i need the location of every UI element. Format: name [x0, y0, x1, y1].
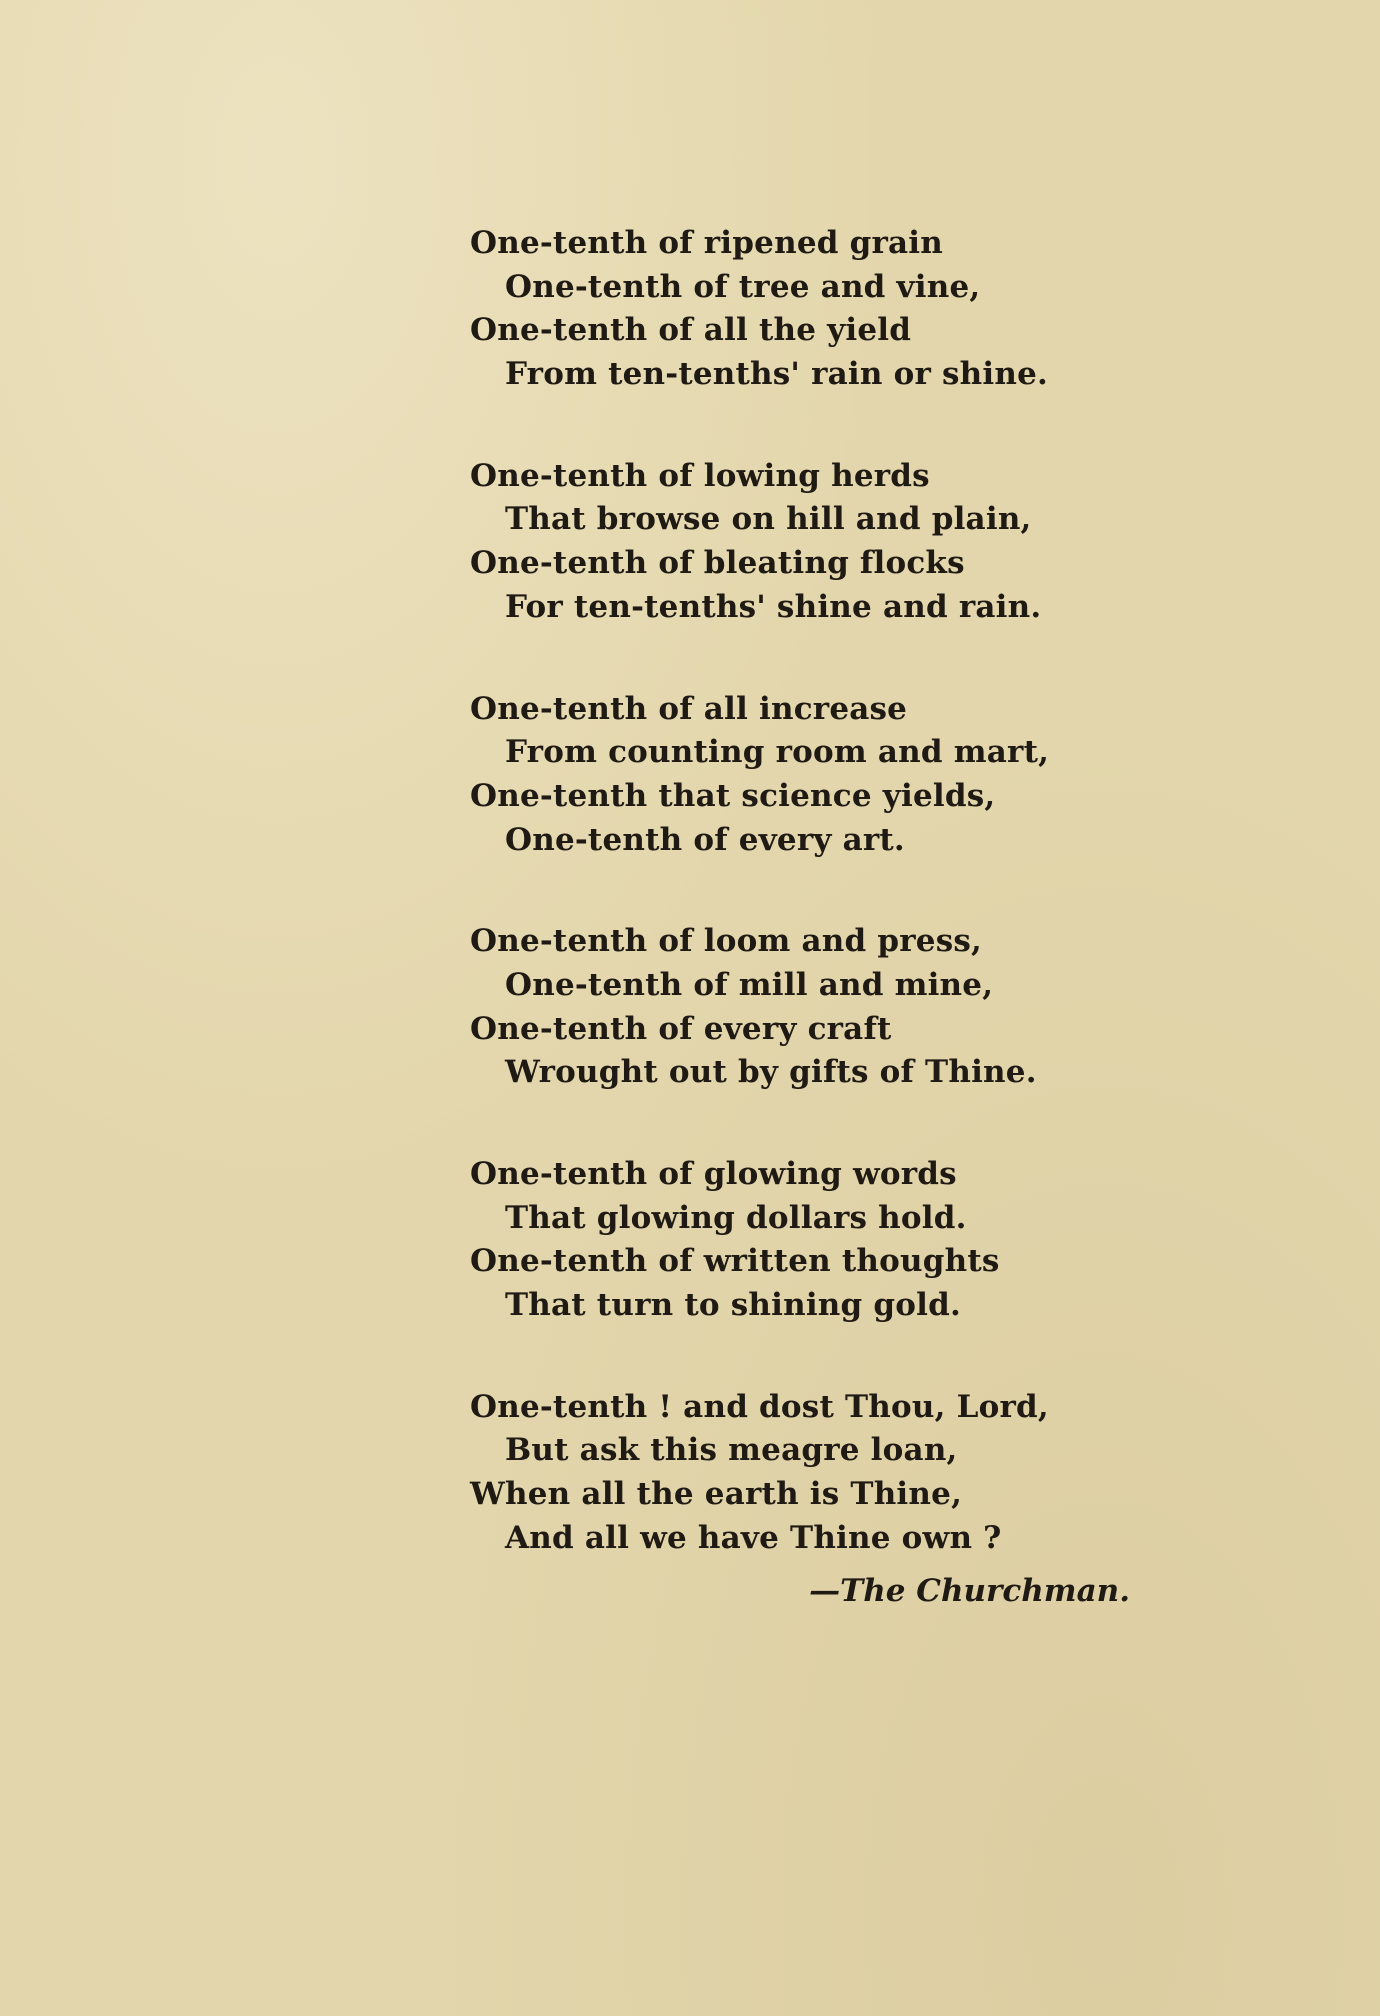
poem-line: One-tenth that science yields, — [470, 777, 996, 814]
stanza-2 — [470, 455, 1170, 630]
poem-line: When all the earth is Thine, — [470, 1476, 963, 1513]
poem-line: That turn to shining gold. — [505, 1287, 962, 1324]
poem-line: From counting room and mart, — [505, 734, 1050, 771]
poem-line: One-tenth of bleating flocks — [470, 545, 965, 582]
poem-line: One-tenth of lowing herds — [470, 457, 930, 494]
poem — [470, 222, 1170, 1619]
poem-line: One-tenth of every craft — [470, 1010, 892, 1047]
poem-line: One-tenth of all increase — [470, 690, 908, 727]
poem-line: One-tenth of glowing words — [470, 1156, 957, 1192]
poem-line: One-tenth of tree and vine, — [505, 268, 981, 305]
poem-line: Wrought out by gifts of Thine. — [505, 1054, 1037, 1091]
stanza-6 — [470, 1386, 1170, 1561]
poem-line: One-tenth of every art. — [505, 821, 905, 858]
poem-line: From ten-tenths' rain or shine. — [505, 356, 1049, 393]
poem-line: One-tenth ! and dost Thou, Lord, — [470, 1388, 1049, 1425]
poem-line: For ten-tenths' shine and rain. — [505, 588, 1042, 625]
poem-line: And all we have Thine own ? — [505, 1519, 1002, 1556]
poem-line: That glowing dollars hold. — [505, 1199, 967, 1236]
stanza-3 — [470, 688, 1170, 863]
poem-line: One-tenth of ripened grain — [470, 225, 944, 261]
stanza-4 — [470, 920, 1170, 1095]
stanza-5 — [470, 1153, 1170, 1328]
poem-attribution: —The Churchman. — [809, 1573, 1130, 1609]
poem-line: That browse on hill and plain, — [505, 501, 1032, 538]
poem-line: One-tenth of loom and press, — [470, 923, 983, 960]
poem-line: One-tenth of written thoughts — [470, 1243, 1000, 1280]
poem-line: One-tenth of mill and mine, — [505, 966, 994, 1003]
poem-line: But ask this meagre loan, — [505, 1432, 958, 1469]
poem-line: One-tenth of all the yield — [470, 312, 912, 349]
stanza-1 — [470, 222, 1170, 397]
